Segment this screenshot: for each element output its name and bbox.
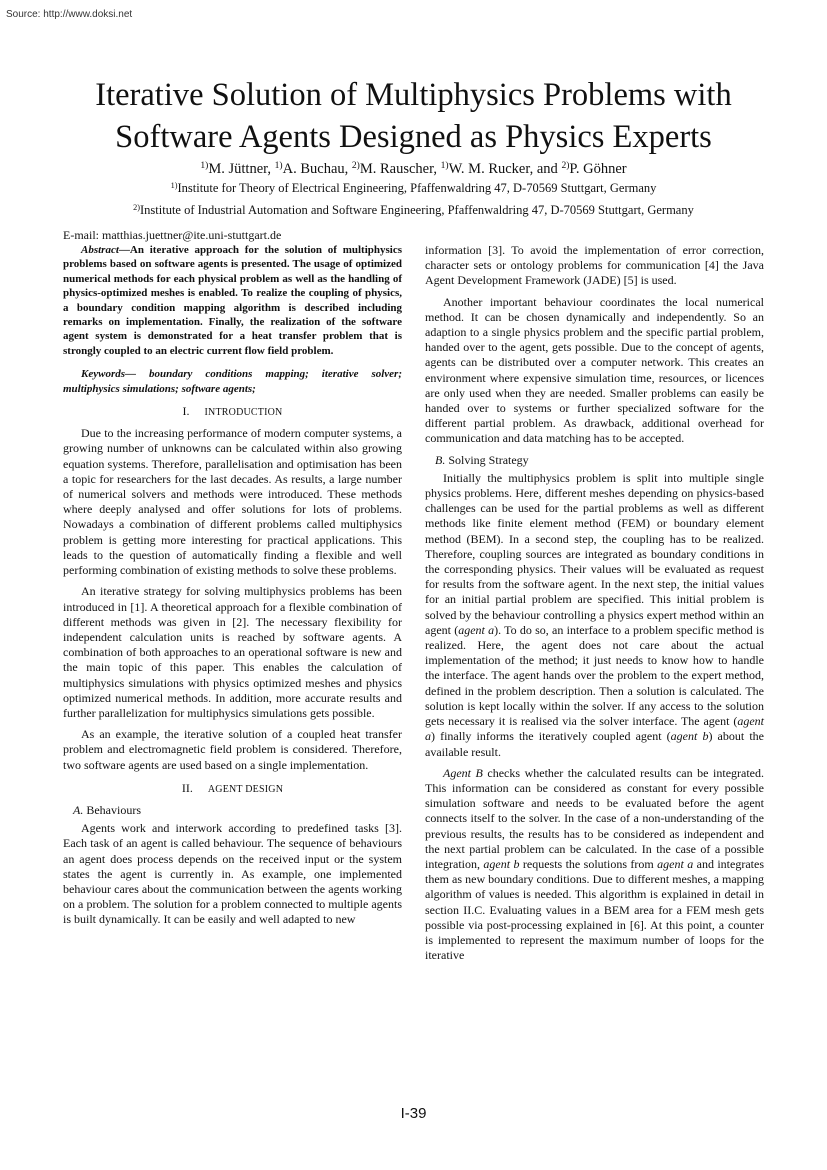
paragraph: information [3]. To avoid the implementation of error correction, character sets or ontology problems for communication [4] the Java Agent Development Framework (JADE) [5] is used. <box>425 243 764 288</box>
paragraph: Another important behaviour coordinates the local numerical method. It can be chosen dynamically and independently. So an adaption to a single physics problem and the specific partial problem, handed over to the agent, gets possible. Due to the concept of agents, agents can be distributed over a computer network. This creates an environment where expensive simulation time, resources, or licences are only used when they are needed. Smaller problems can easily be handed over to systems or further specialized software for the different partial problem. As drawback, additional overhead for communication and data matching has to be accepted. <box>425 294 764 446</box>
paragraph: Agent B checks whether the calculated results can be integrated. This information can be considered as constant for every possible simulation software and needs to be evaluated before the agent connects itself to the solver. In the case of a non-understanding of the previous results, the results has to be considered as independent and the next partial problem can be calculated. In the case of a possible integration, agent b requests the solutions from agent a and integrates them as new boundary conditions. Due to different meshes, a mapping algorithm of values is needed. This algorithm is explained in detail in section II.C. Evaluating values in a BEM area for a FEM mesh gets possible via post-processing explained in [6]. At this point, a counter is implemented to represent the maximum number of loops for the iterative <box>425 765 764 963</box>
author: $^{1)}$A. Buchau, <box>274 160 352 177</box>
subsection-heading-solving-strategy: B. Solving Strategy <box>435 452 529 467</box>
source-url: Source: http://www.doksi.net <box>6 9 133 20</box>
author: $^{1)}$M. Jüttner, <box>200 160 275 177</box>
page-number: I-39 <box>400 1105 427 1122</box>
section-heading-introduction: I. INTRODUCTION <box>182 404 283 419</box>
author: $^{2)}$P. Göhner <box>561 160 627 177</box>
left-column <box>63 243 402 928</box>
paragraph: An iterative strategy for solving multiphysics problems has been introduced in [1]. A theoretical approach for a flexible combination of different methods was given in [2]. The necessary flexibility for independent calculation units is reached by software agents. A combination of both approaches to an operational software is new and the main topic of this paper. This enables the calculation of multiphysics simulations with physics optimized meshes and physics optimized numerical methods. In addition, more accurate results and further parallelization for multiphysics simulations gets possible. <box>63 584 402 720</box>
paragraph: Initially the multiphysics problem is split into multiple single physics problems. Here, different meshes depending on physics-based challenges can be used for the partial problems as well as different methods like finite element method (FEM) or boundary element method (BEM). In a second step, the coupling has to be realized. Therefore, coupling sources are integrated as boundary conditions in the corresponding physics. Their values will be evaluated as request for results from the software agent. In the next step, the initial values for an initial partial problem are specified. This initial problem is solved by the behaviour controlling a physics expert method within an agent (agent a). To do so, an interface to a problem specific method is realized. Here, the agent does not care about the actual implementation of the method; it just needs to know how to handle the interface. The agent hands over the problem to the expert method, defined in the problem description. Then a solution is calculated. The solution is kept locally within the solver. If any access to the solution gets necessary it is realised via the solver interface. The agent (agent a) finally informs the iteratively coupled agent (agent b) about the available result. <box>425 470 764 759</box>
author-list <box>40 160 787 178</box>
abstract: Abstract—An iterative approach for the solution of multiphysics problems based on software agents is presented. The usage of optimized numerical methods for each physical problem as well as the handling of physics-optimized meshes is enabled. To realize the coupling of physics, a boundary condition mapping algorithm is described including remarks on implementation. Finally, the realization of the software agent system is demonstrated for a heat transfer problem that is strongly coupled to an electric current flow field problem. <box>63 244 402 357</box>
right-column <box>425 243 764 963</box>
paper-title: Iterative Solution of Multiphysics Problems with Software Agents Designed as Physics Experts <box>95 77 732 155</box>
section-heading-agent-design: II. AGENT DESIGN <box>181 780 284 795</box>
paragraph: Due to the increasing performance of modern computer systems, a growing number of unknowns can be calculated within also growing equation systems. Therefore, parallelisation and optimisation has been a topic for researchers for the last decades. As results, a large number of numerical solvers and methods were introduced. These methods where deeply analysed and offer solutions for lots of problems. Nowadays a combination of different problems called multiphysics problem is getting more interesting for practical applications. This leads to the question of automatically finding a flexible and well performing combination of existing methods to solve these problems. <box>63 426 402 578</box>
affiliation-1: $^{1)}$Institute for Theory of Electrical Engineering, Pfaffenwaldring 47, D-70569 Stuttgart, Germany <box>170 180 657 195</box>
keywords: Keywords— boundary conditions mapping; iterative solver; multiphysics simulations; software agents; <box>63 368 402 395</box>
abstract-label: Abstract <box>81 244 119 256</box>
author: $^{1)}$W. M. Rucker, and <box>440 160 562 177</box>
contact-email: E-mail: matthias.juettner@ite.uni-stuttgart.de <box>63 228 282 242</box>
paragraph: Agents work and interwork according to predefined tasks [3]. Each task of an agent is called behaviour. The sequence of behaviours an agent does process depends on the received input or the system states the agent is currently in. As example, one implemented behaviour cares about the communication between the agents working on a problem. The solution for a problem connected to multiple agents is built dynamically. It can be easily and well adapted to new <box>63 821 402 927</box>
author: $^{2)}$M. Rauscher, <box>351 160 441 177</box>
subsection-heading-behaviours: A. Behaviours <box>73 802 141 817</box>
paragraph: As an example, the iterative solution of a coupled heat transfer problem and electromagnetic field problem is considered. Therefore, two software agents are used based on a single implementation. <box>63 727 402 772</box>
affiliation-2: $^{2)}$Institute of Industrial Automation and Software Engineering, Pfaffenwaldring 47, D-70569 Stuttgart, Germany <box>133 202 694 217</box>
